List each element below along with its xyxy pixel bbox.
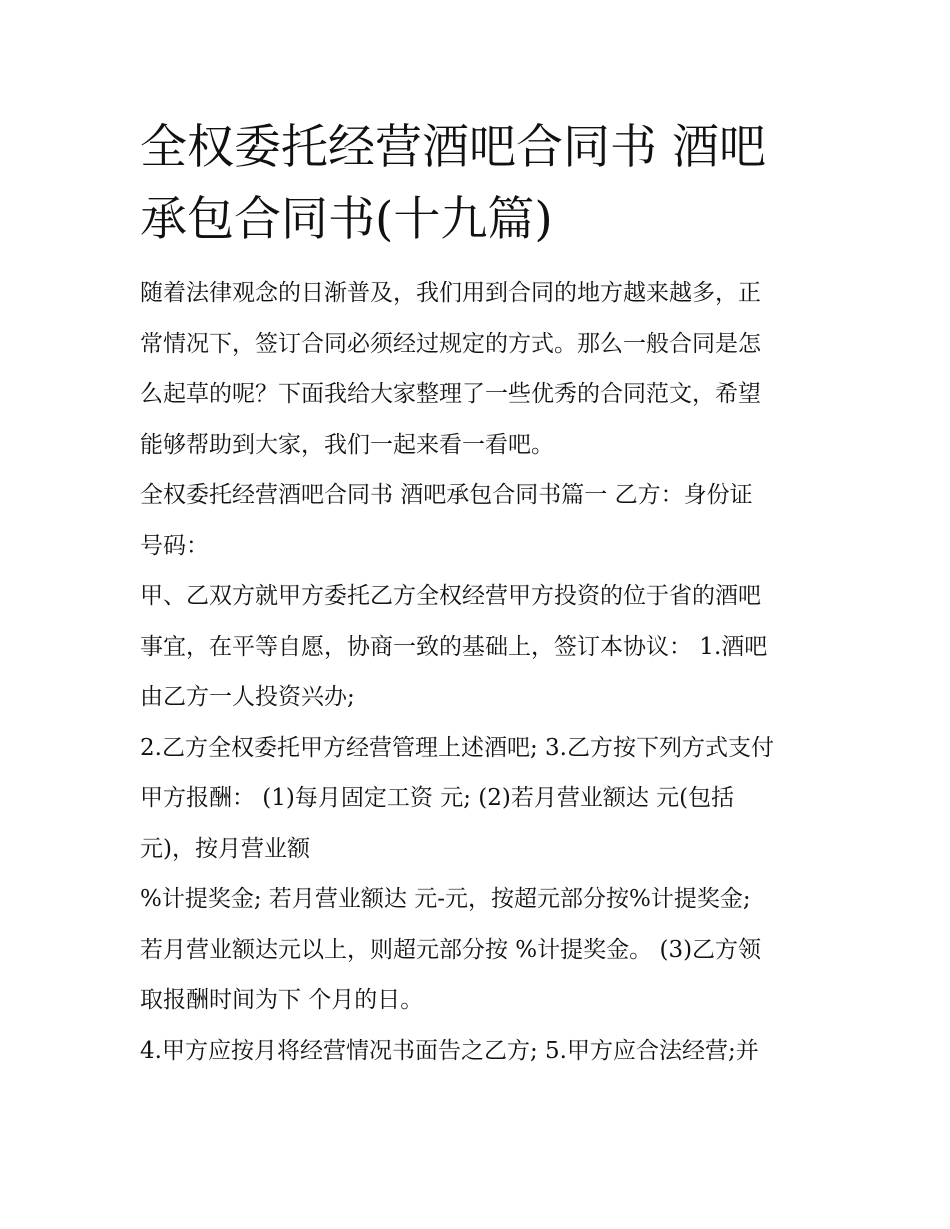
text-line: 甲方报酬： (1)每月固定工资 元; (2)若月营业额达 元(包括: [140, 785, 735, 811]
section-heading-paragraph: [140, 470, 812, 571]
document-body: [140, 112, 812, 1076]
title-line: 全权委托经营酒吧合同书 酒吧: [140, 120, 766, 175]
text-line: 么起草的呢？下面我给大家整理了一些优秀的合同范文，希望: [140, 381, 761, 407]
text-line: 2.乙方全权委托甲方经营管理上述酒吧; 3.乙方按下列方式支付: [140, 734, 774, 761]
intro-paragraph: [140, 268, 812, 470]
text-line: 全权委托经营酒吧合同书 酒吧承包合同书篇一 乙方：身份证: [140, 482, 753, 508]
agreement-paragraph: [140, 571, 812, 723]
text-line: 由乙方一人投资兴办;: [140, 684, 355, 710]
document-title: [140, 112, 812, 256]
text-line: 取报酬时间为下 个月的日。: [140, 987, 424, 1013]
text-line: 4.甲方应按月将经营情况书面告之乙方; 5.甲方应合法经营;并: [140, 1037, 759, 1064]
text-line: %计提奖金; 若月营业额达 元-元，按超元部分按%计提奖金;: [140, 886, 751, 912]
text-line: 若月营业额达元以上，则超元部分按 %计提奖金。 (3)乙方领: [140, 936, 762, 963]
text-line: 甲、乙双方就甲方委托乙方全权经营甲方投资的位于省的酒吧: [140, 583, 761, 609]
text-line: 元)，按月营业额: [140, 835, 310, 862]
text-line: 随着法律观念的日渐普及，我们用到合同的地方越来越多，正: [140, 280, 761, 306]
terms-paragraph-continued: [140, 1026, 812, 1077]
terms-paragraph: [140, 723, 812, 1026]
title-line: 承包合同书(十九篇): [140, 192, 553, 247]
text-line: 常情况下，签订合同必须经过规定的方式。那么一般合同是怎: [140, 330, 761, 357]
text-line: 号码：: [140, 532, 209, 559]
text-line: 能够帮助到大家，我们一起来看一看吧。: [140, 431, 554, 458]
text-line: 事宜，在平等自愿，协商一致的基础上，签订本协议： 1.酒吧: [140, 633, 768, 660]
